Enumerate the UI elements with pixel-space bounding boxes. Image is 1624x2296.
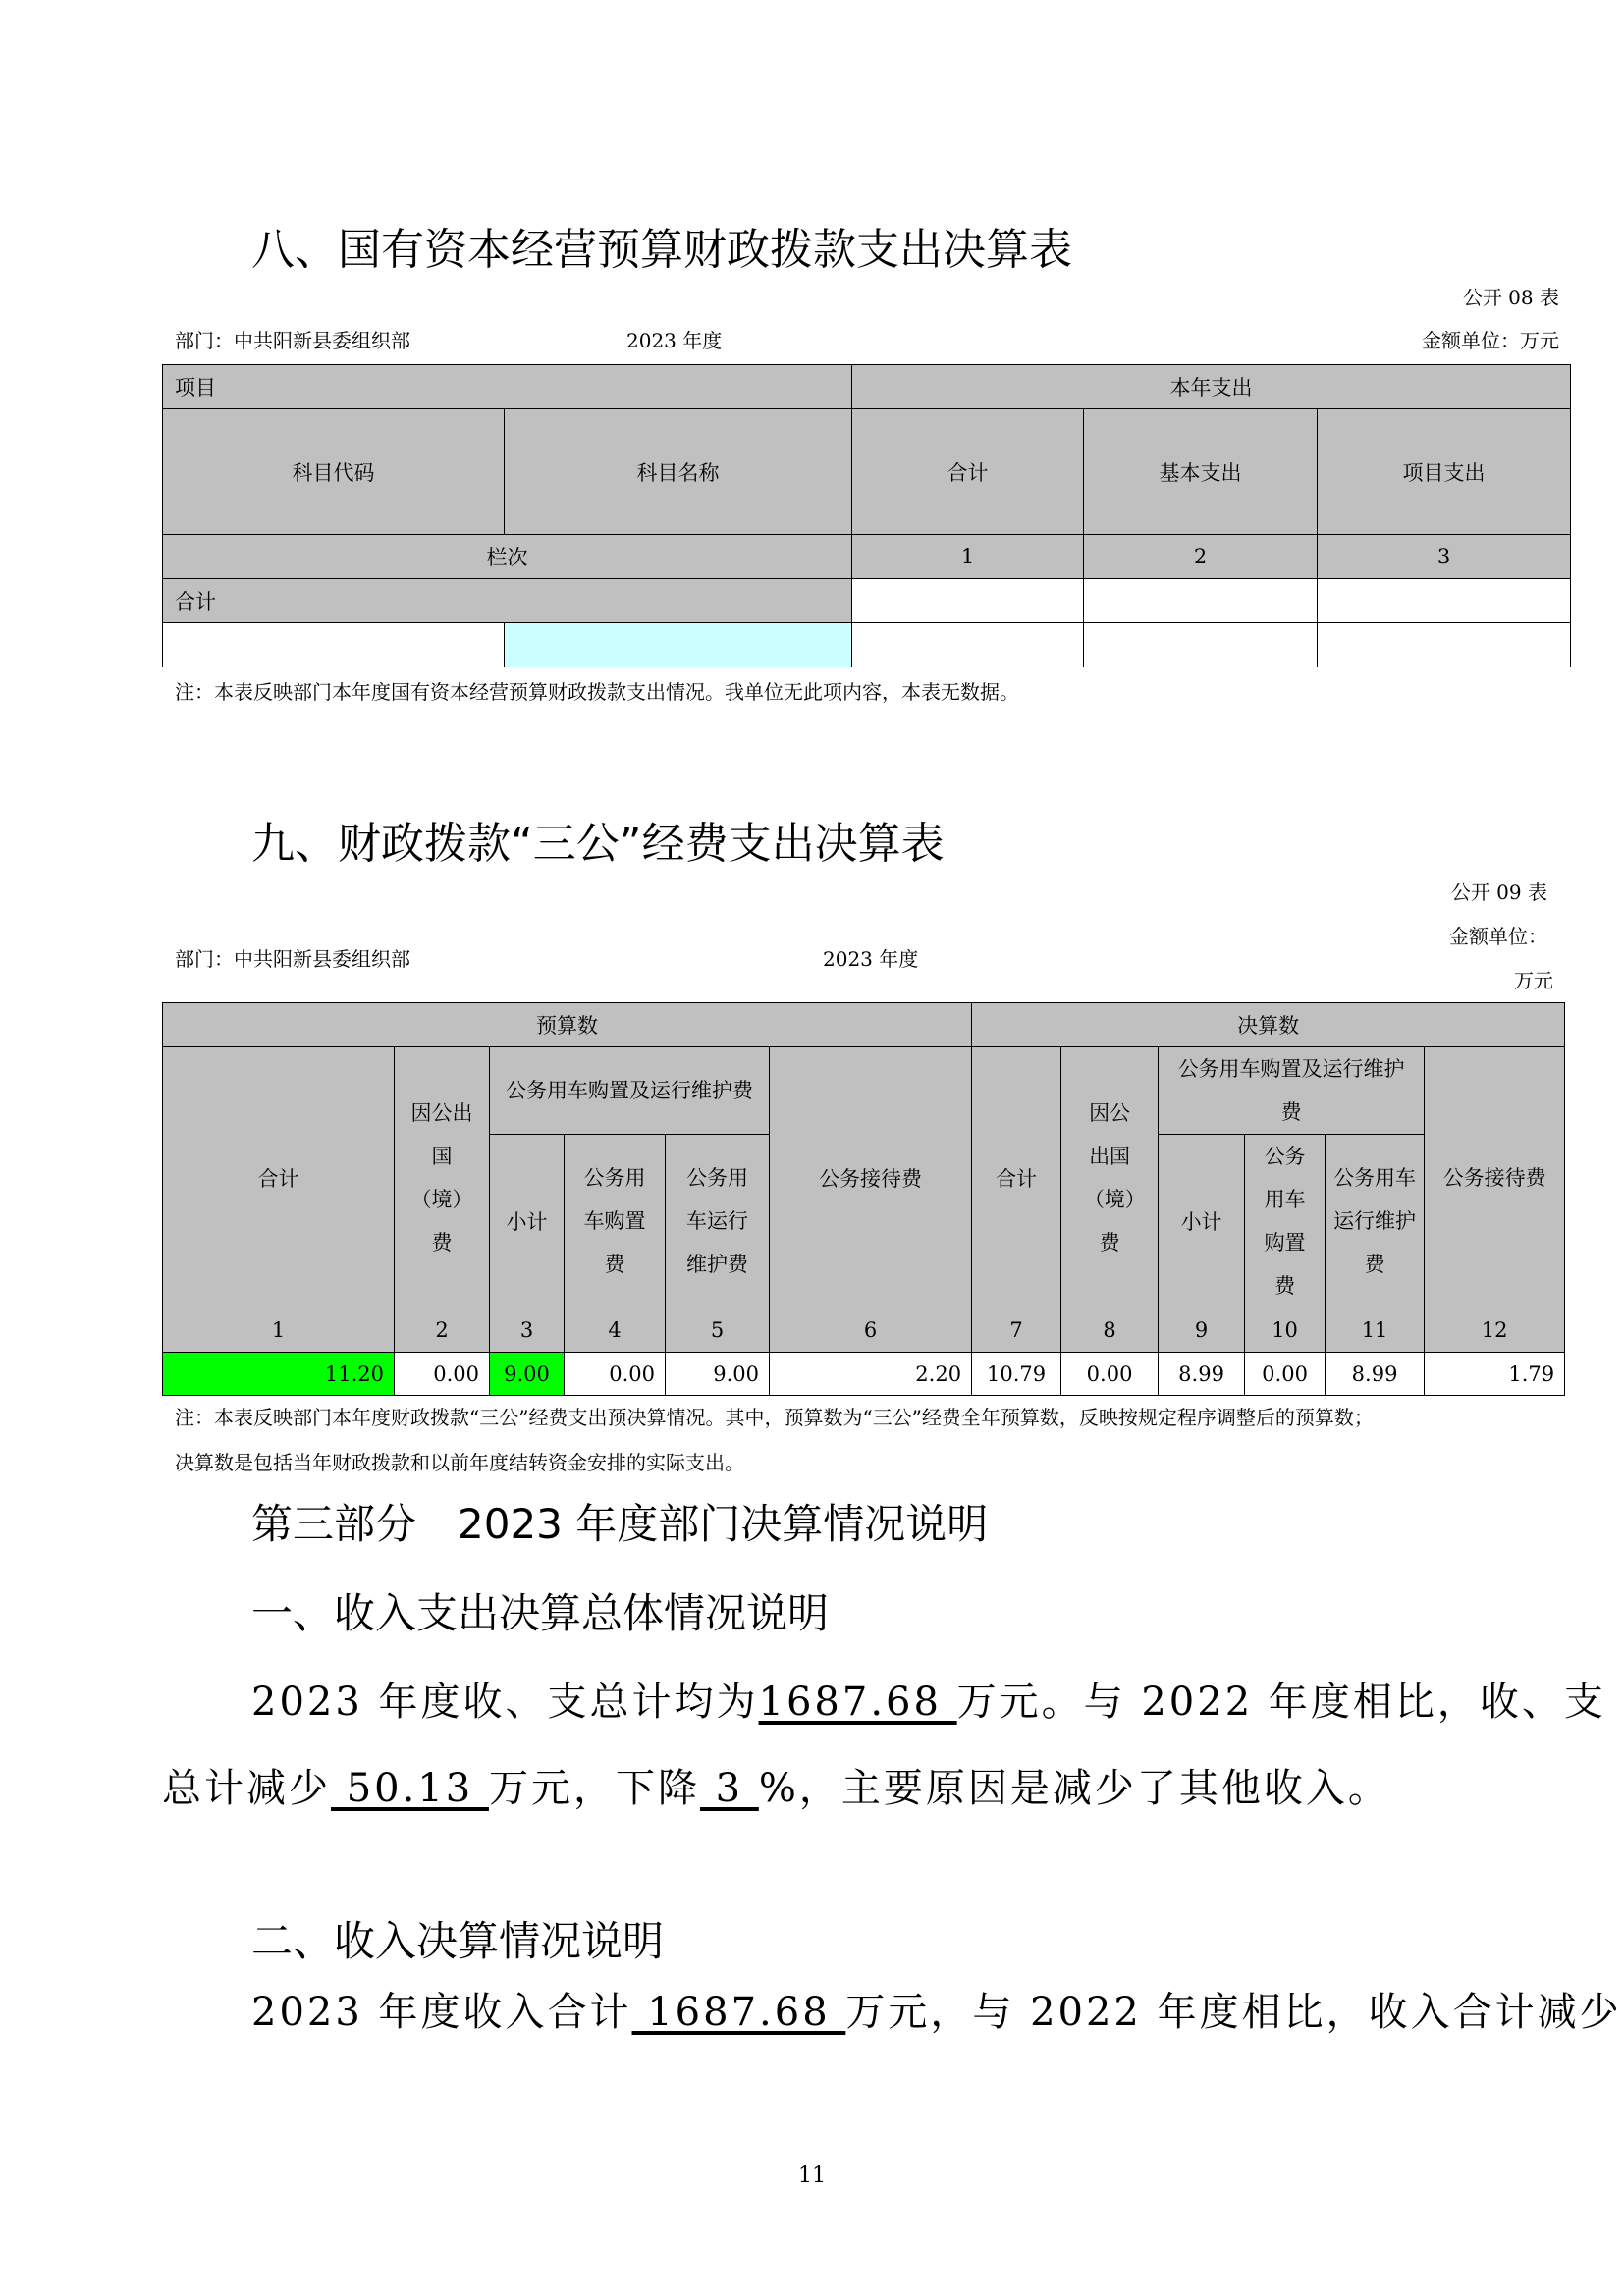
total-project-cell xyxy=(1318,579,1571,623)
header-subject-name: 科目名称 xyxy=(505,409,852,535)
value-budget-total: 11.20 xyxy=(163,1353,395,1396)
value-final-car-subtotal: 8.99 xyxy=(1159,1353,1245,1396)
part3-paragraph-line2: 总计减少 50.13 万元，下降 3 %，主要原因是减少了其他收入。 xyxy=(162,1766,1390,1811)
header-subject-code: 科目代码 xyxy=(163,409,505,535)
total-cell xyxy=(852,579,1084,623)
section9-note-line2: 决算数是包括当年财政拨款和以前年度结转资金安排的实际支出。 xyxy=(175,1451,744,1474)
header-total: 合计 xyxy=(852,409,1084,535)
value-final-abroad: 0.00 xyxy=(1061,1353,1159,1396)
budget-subtotal-header: 小计 xyxy=(490,1135,565,1308)
header-project-expense: 项目支出 xyxy=(1318,409,1571,535)
budget-abroad-header: 因公出国（境）费 xyxy=(395,1047,490,1308)
value-final-total: 10.79 xyxy=(972,1353,1061,1396)
part3-subsection2-title: 二、收入决算情况说明 xyxy=(251,1917,665,1965)
section8-year: 2023 年度 xyxy=(626,329,723,352)
budget-car-group-header: 公务用车购置及运行维护费 xyxy=(490,1047,770,1135)
section9-dept: 部门：中共阳新县委组织部 xyxy=(175,947,410,971)
column-number-2: 2 xyxy=(395,1308,490,1353)
header-current-year-expense: 本年支出 xyxy=(852,365,1571,409)
decrease-percent: 3 xyxy=(699,1766,759,1811)
header-budget: 预算数 xyxy=(163,1003,972,1047)
value-final-car-purchase: 0.00 xyxy=(1245,1353,1326,1396)
header-column-index: 栏次 xyxy=(163,535,852,579)
final-reception-header: 公务接待费 xyxy=(1425,1047,1565,1308)
section9-title: 九、财政拨款“三公”经费支出决算表 xyxy=(251,819,945,869)
total-row-label: 合计 xyxy=(163,579,852,623)
section8-note: 注：本表反映部门本年度国有资本经营预算财政拨款支出情况。我单位无此项内容，本表无数据。 xyxy=(175,680,1019,704)
final-total-header: 合计 xyxy=(972,1047,1061,1308)
section8-title: 八、国有资本经营预算财政拨款支出决算表 xyxy=(251,225,1072,275)
income-expense-total: 1687.68 xyxy=(758,1680,957,1725)
section9-year: 2023 年度 xyxy=(823,947,919,971)
column-number-10: 10 xyxy=(1245,1308,1326,1353)
section8-table xyxy=(162,364,1571,667)
header-project: 项目 xyxy=(163,365,852,409)
column-number-7: 7 xyxy=(972,1308,1061,1353)
column-number-1: 1 xyxy=(163,1308,395,1353)
header-final: 决算数 xyxy=(972,1003,1565,1047)
total-basic-cell xyxy=(1084,579,1318,623)
part3-subsection1-title: 一、收入支出决算总体情况说明 xyxy=(251,1589,830,1637)
column-number-3: 3 xyxy=(490,1308,565,1353)
value-budget-abroad: 0.00 xyxy=(395,1353,490,1396)
final-abroad-header: 因公出国（境）费 xyxy=(1061,1047,1159,1308)
section9-note-line1: 注：本表反映部门本年度财政拨款“三公”经费支出预决算情况。其中，预算数为“三公”经费全年预算数，反映按规定程序调整后的预算数； xyxy=(175,1406,1374,1429)
part3-title: 第三部分 2023 年度部门决算情况说明 xyxy=(251,1500,989,1548)
section8-unit: 金额单位：万元 xyxy=(1422,329,1559,352)
part3-paragraph-line3: 2023 年度收入合计 1687.68 万元，与 2022 年度相比，收入合计减少 xyxy=(251,1990,1622,2035)
data-subject-code-cell xyxy=(163,623,505,667)
column-number-3: 3 xyxy=(1318,535,1571,579)
column-number-2: 2 xyxy=(1084,535,1318,579)
column-number-8: 8 xyxy=(1061,1308,1159,1353)
section9-unit-value: 万元 xyxy=(1514,969,1553,992)
column-number-6: 6 xyxy=(770,1308,972,1353)
column-number-11: 11 xyxy=(1326,1308,1425,1353)
column-number-9: 9 xyxy=(1159,1308,1245,1353)
section9-unit-label: 金额单位： xyxy=(1449,925,1547,948)
value-final-reception: 1.79 xyxy=(1425,1353,1565,1396)
column-number-12: 12 xyxy=(1425,1308,1565,1353)
column-number-4: 4 xyxy=(565,1308,666,1353)
header-basic-expense: 基本支出 xyxy=(1084,409,1318,535)
column-number-1: 1 xyxy=(852,535,1084,579)
part3-paragraph-line1: 2023 年度收、支总计均为1687.68 万元。与 2022 年度相比，收、支 xyxy=(251,1680,1606,1725)
data-basic-cell xyxy=(1084,623,1318,667)
column-number-5: 5 xyxy=(666,1308,770,1353)
data-total-cell xyxy=(852,623,1084,667)
data-subject-name-cell xyxy=(505,623,852,667)
budget-total-header: 合计 xyxy=(163,1047,395,1308)
page-number: 11 xyxy=(798,2163,826,2188)
value-budget-reception: 2.20 xyxy=(770,1353,972,1396)
income-total: 1687.68 xyxy=(631,1990,846,2035)
section8-table-code: 公开 08 表 xyxy=(1462,286,1559,309)
budget-car-maintain-header: 公务用车运行维护费 xyxy=(666,1135,770,1308)
data-project-cell xyxy=(1318,623,1571,667)
final-car-group-header: 公务用车购置及运行维护费 xyxy=(1159,1047,1425,1135)
value-budget-car-purchase: 0.00 xyxy=(565,1353,666,1396)
section9-table-code: 公开 09 表 xyxy=(1450,881,1547,904)
section9-table xyxy=(162,1002,1565,1396)
value-final-car-maintain: 8.99 xyxy=(1326,1353,1425,1396)
final-car-maintain-header: 公务用车运行维护费 xyxy=(1326,1135,1425,1308)
decrease-amount: 50.13 xyxy=(331,1766,489,1811)
budget-car-purchase-header: 公务用车购置费 xyxy=(565,1135,666,1308)
section8-dept: 部门：中共阳新县委组织部 xyxy=(175,329,410,352)
value-budget-car-maintain: 9.00 xyxy=(666,1353,770,1396)
budget-reception-header: 公务接待费 xyxy=(770,1047,972,1308)
final-car-purchase-header: 公务用车购置费 xyxy=(1245,1135,1326,1308)
final-subtotal-header: 小计 xyxy=(1159,1135,1245,1308)
value-budget-car-subtotal: 9.00 xyxy=(490,1353,565,1396)
